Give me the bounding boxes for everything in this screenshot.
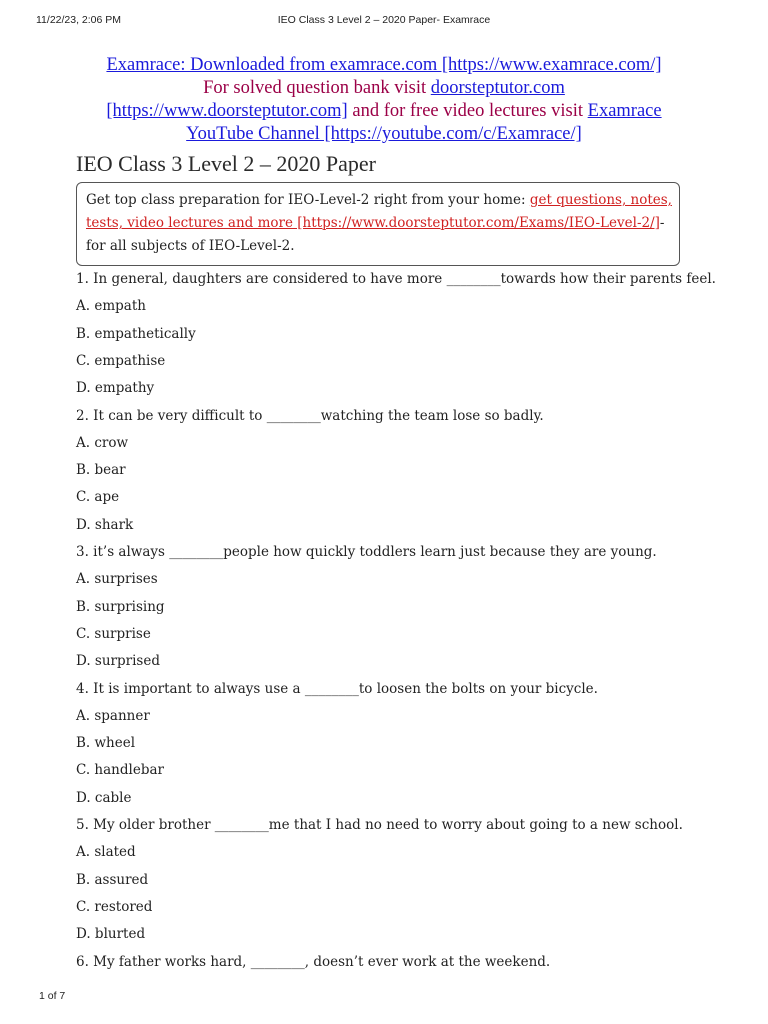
examrace-download-link[interactable]: Examrace: Downloaded from examrace.com [https://www.examrace.com/] xyxy=(106,55,662,75)
page-indicator: 1 of 7 xyxy=(39,990,66,1002)
answer-option: B. wheel xyxy=(76,735,136,752)
answer-option: C. empathise xyxy=(76,352,166,369)
doorsteptutor-url-link[interactable]: [https://www.doorsteptutor.com] xyxy=(106,101,348,121)
banner-solved-text: For solved question bank visit xyxy=(203,78,431,98)
download-banner xyxy=(80,54,688,146)
answer-option: C. ape xyxy=(76,489,120,506)
print-datetime: 11/22/23, 2:06 PM xyxy=(36,14,122,26)
infobox-dash: - xyxy=(659,215,665,231)
answer-option: A. spanner xyxy=(76,707,150,724)
question-text: 2. It can be very difficult to ________watching the team lose so badly. xyxy=(76,407,544,424)
question-text: 6. My father works hard, ________, doesn’t ever work at the weekend. xyxy=(76,953,551,970)
infobox-link-part2[interactable]: tests, video lectures and more [https://www.doorsteptutor.com/Exams/IEO-Level-2/] xyxy=(86,215,660,231)
answer-option: D. empathy xyxy=(76,380,155,397)
answer-option: C. surprise xyxy=(76,625,151,642)
preparation-infobox xyxy=(76,182,680,266)
question-text: 3. it’s always ________people how quickly toddlers learn just because they are young. xyxy=(76,544,657,560)
page-title: IEO Class 3 Level 2 – 2020 Paper xyxy=(76,151,376,176)
print-page-title: IEO Class 3 Level 2 – 2020 Paper- Examrace xyxy=(277,14,491,26)
question-text: 5. My older brother ________me that I had no need to worry about going to a new school. xyxy=(76,817,683,833)
infobox-link-part1[interactable]: get questions, notes, xyxy=(529,192,672,208)
answer-option: B. assured xyxy=(76,871,149,888)
answer-option: A. empath xyxy=(76,298,146,315)
banner-video-text: and for free video lectures visit xyxy=(347,101,588,121)
question-text: 1. In general, daughters are considered to have more ________towards how their parents feel. xyxy=(76,271,716,287)
answer-option: D. shark xyxy=(76,516,134,533)
answer-option: D. cable xyxy=(76,789,132,806)
answer-option: C. restored xyxy=(76,898,153,915)
doorsteptutor-link[interactable]: doorsteptutor.com xyxy=(430,78,565,98)
answer-option: B. bear xyxy=(76,462,126,479)
answer-option: D. surprised xyxy=(76,653,160,670)
answer-option: A. crow xyxy=(76,434,129,451)
answer-option: B. surprising xyxy=(76,598,165,615)
question-text: 4. It is important to always use a ________to loosen the bolts on your bicycle. xyxy=(76,680,598,697)
youtube-channel-link[interactable]: YouTube Channel [https://youtube.com/c/Examrace/] xyxy=(186,124,582,144)
answer-option: C. handlebar xyxy=(76,762,164,779)
answer-option: B. empathetically xyxy=(76,325,196,342)
infobox-line3: for all subjects of IEO-Level-2. xyxy=(86,238,295,254)
answer-option: A. slated xyxy=(76,844,136,861)
answer-option: D. blurted xyxy=(76,926,146,943)
examrace-link[interactable]: Examrace xyxy=(587,101,662,121)
infobox-prefix: Get top class preparation for IEO-Level-2 right from your home: xyxy=(86,192,530,208)
answer-option: A. surprises xyxy=(76,571,158,588)
print-header xyxy=(0,14,768,30)
